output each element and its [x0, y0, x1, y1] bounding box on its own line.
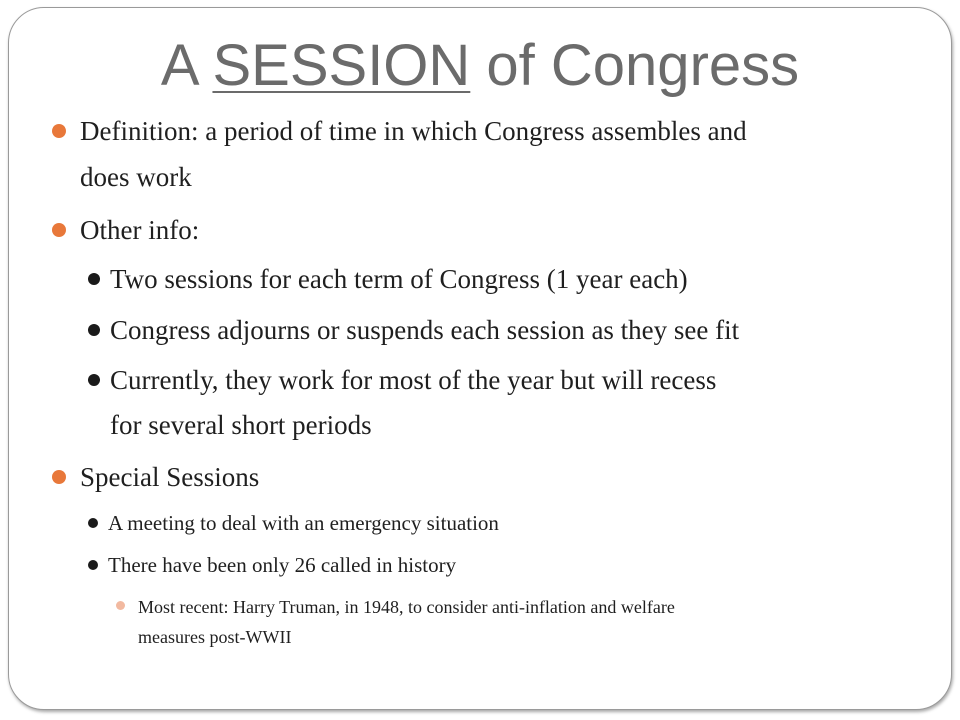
bullet-dot-l2 — [88, 560, 98, 570]
bullet-most-recent-cont: measures post-WWII — [138, 627, 292, 647]
bullet-dot-l2 — [88, 324, 100, 336]
bullet-two-sessions: Two sessions for each term of Congress (1 year each) — [110, 264, 688, 294]
bullet-other-info: Other info: — [80, 215, 200, 245]
bullet-only-26: There have been only 26 called in history — [108, 553, 457, 577]
title-underlined-word: SESSION — [212, 33, 471, 98]
bullet-dot-l2 — [88, 518, 98, 528]
bullet-meeting: A meeting to deal with an emergency situation — [108, 511, 499, 535]
bullet-dot-l1 — [52, 470, 66, 484]
bullet-currently: Currently, they work for most of the year but will recess — [110, 365, 717, 395]
bullet-currently-cont: for several short periods — [110, 410, 372, 440]
bullet-special-sessions: Special Sessions — [80, 462, 260, 492]
bullet-most-recent: Most recent: Harry Truman, in 1948, to consider anti-inflation and welfare — [138, 597, 675, 617]
bullet-dot-l1 — [52, 124, 66, 138]
bullet-dot-l1 — [52, 223, 66, 237]
bullet-dot-l2 — [88, 374, 100, 386]
bullet-dot-l2 — [88, 273, 100, 285]
bullet-definition-cont: does work — [80, 162, 192, 192]
title-suffix: of Congress — [470, 33, 800, 98]
bullet-definition: Definition: a period of time in which Congress assembles and — [80, 116, 747, 146]
title-prefix: A — [160, 33, 213, 98]
bullet-dot-l3 — [116, 601, 125, 610]
bullet-adjourns: Congress adjourns or suspends each session as they see fit — [110, 315, 740, 345]
